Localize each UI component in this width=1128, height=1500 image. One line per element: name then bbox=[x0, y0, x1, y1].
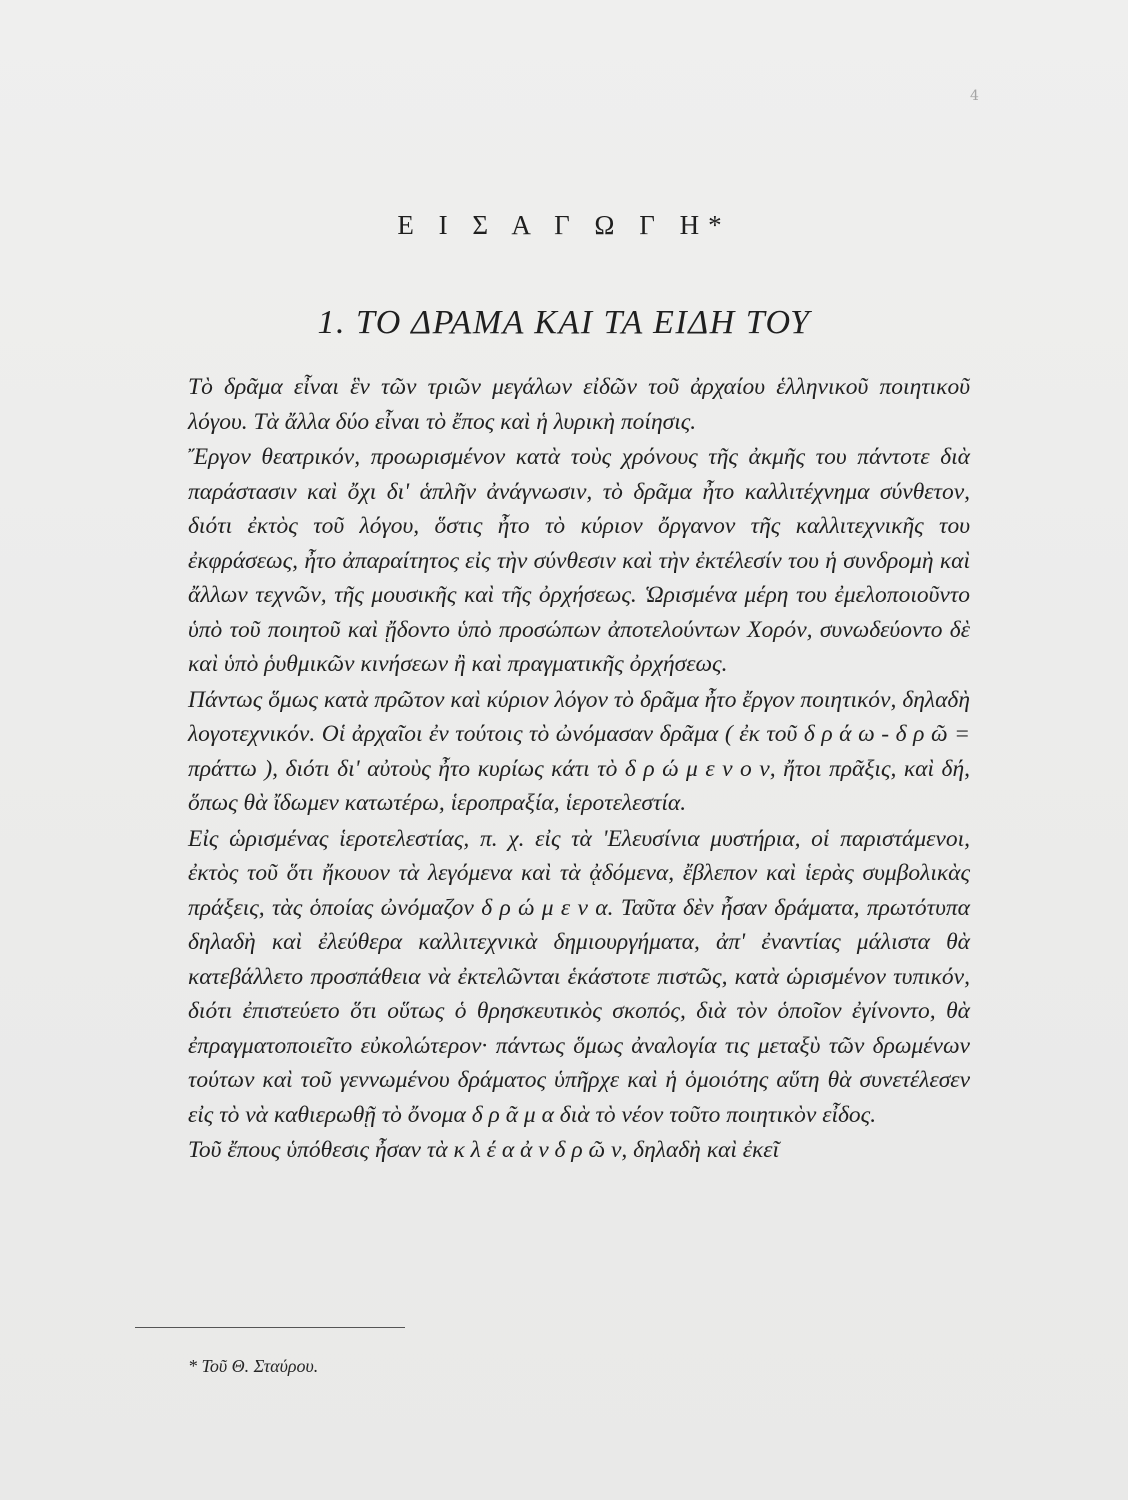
paragraph-5: Τοῦ ἔπους ὑπόθεσις ἦσαν τὰ κ λ έ α ἀ ν δ ρ ῶ ν, δηλαδὴ καὶ ἐκεῖ bbox=[188, 1137, 780, 1163]
paragraph-1: Τὸ δρᾶμα εἶναι ἓν τῶν τριῶν μεγάλων εἰδῶν τοῦ ἀρχαίου ἑλληνικοῦ ποιητικοῦ λόγου. Τὰ ἄλλα δύο εἶναι τὸ ἔπος καὶ ἡ λυρικὴ ποίησις. bbox=[188, 374, 970, 435]
paragraph-3: Πάντως ὅμως κατὰ πρῶτον καὶ κύριον λόγον τὸ δρᾶμα ἦτο ἔργον ποιητικόν, δηλαδὴ λογοτεχνικόν. Οἱ ἀρχαῖοι ἐν τούτοις τὸ ὠνόμασαν δρᾶμα ( ἐκ τοῦ δ ρ ά ω - δ ρ ῶ = πράττω ), διότι δι' αὐτοὺς ἦτο κυρίως κάτι τὸ δ ρ ώ μ ε ν ο ν, ἤτοι πρᾶξις, καὶ δή, ὅπως θὰ ἴδωμεν κατωτέρω, ἱεροπραξία, ἱεροτελεστία. bbox=[188, 686, 970, 816]
paragraph-4: Εἰς ὡρισμένας ἱεροτελεστίας, π. χ. εἰς τὰ 'Ελευσίνια μυστήρια, οἱ παριστάμενοι, ἐκτὸς τοῦ ὅτι ἤκουον τὰ λεγόμενα καὶ τὰ ᾀδόμενα, ἔβλεπον καὶ ἱερὰς συμβολικὰς πράξεις, τὰς ὁποίας ὠνόμαζον δ ρ ώ μ ε ν α. Ταῦτα δὲν ἦσαν δράματα, πρωτότυπα δηλαδὴ καὶ ἐλεύθερα καλλιτεχνικὰ δημιουργήματα, ἀπ' ἐναντίας μάλιστα θὰ κατεβάλλετο προσπάθεια νὰ ἐκτελῶνται ἑκάστοτε πιστῶς, κατὰ ὡρισμένον τυπικόν, διότι ἐπιστεύετο ὅτι οὕτως ὁ θρησκευτικὸς σκοπός, διὰ τὸν ὁποῖον ἐγίνοντο, θὰ ἐπραγματοποιεῖτο εὐκολώτερον· πάντως ὅμως ἀναλογία τις μεταξὺ τῶν δρωμένων τούτων καὶ τοῦ γεννωμένου δράματος ὑπῆρχε καὶ ἡ ὁμοιότης αὕτη θὰ συνετέλεσεν εἰς τὸ νὰ καθιερωθῇ τὸ ὄνομα δ ρ ᾶ μ α διὰ τὸ νέον τοῦτο ποιητικὸν εἶδος. bbox=[188, 825, 970, 1128]
page-marker: 4 bbox=[970, 88, 979, 104]
footnote-divider bbox=[135, 1327, 405, 1328]
chapter-title: 1. ΤΟ ΔΡΑΜΑ ΚΑΙ ΤΑ ΕΙΔΗ ΤΟΥ bbox=[317, 304, 811, 341]
body-text bbox=[188, 370, 970, 1169]
footnote: * Τοῦ Θ. Σταύρου. bbox=[188, 1356, 319, 1376]
paragraph-2: Ἔργον θεατρικόν, προωρισμένον κατὰ τοὺς χρόνους τῆς ἀκμῆς του πάντοτε διὰ παράστασιν καὶ ὄχι δι' ἁπλῆν ἀνάγνωσιν, τὸ δρᾶμα ἦτο καλλιτέχνημα σύνθετον, διότι ἐκτὸς τοῦ λόγου, ὅστις ἦτο τὸ κύριον ὄργανον τῆς καλλιτεχνικῆς του ἐκφράσεως, ἦτο ἀπαραίτητος εἰς τὴν σύνθεσιν καὶ τὴν ἐκτέλεσίν του ἡ συνδρομὴ καὶ ἄλλων τεχνῶν, τῆς μουσικῆς καὶ τῆς ὀρχήσεως. Ὡρισμένα μέρη του ἐμελοποιοῦντο ὑπὸ τοῦ ποιητοῦ καὶ ᾔδοντο ὑπὸ προσώπων ἀποτελούντων Χορόν, συνωδεύοντο δὲ καὶ ὑπὸ ῥυθμικῶν κινήσεων ἢ καὶ πραγματικῆς ὀρχήσεως. bbox=[188, 444, 970, 677]
section-title: Ε Ι Σ Α Γ Ω Γ Η* bbox=[397, 210, 731, 240]
